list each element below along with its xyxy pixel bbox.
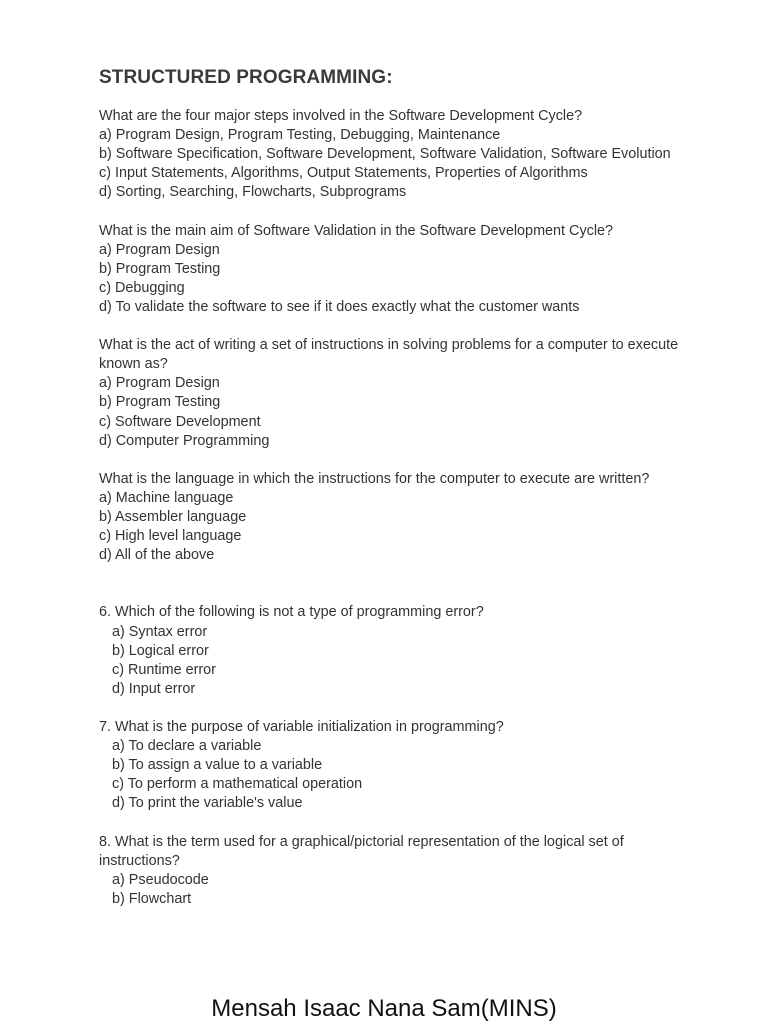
option-b: b) Software Specification, Software Development, Software Validation, Software Evolution [99,146,671,163]
option-b: b) Program Testing [99,260,221,277]
option-a: a) Program Design [99,375,220,392]
option-b: b) Program Testing [99,394,221,411]
option-a: a) Program Design [99,241,220,258]
option-b: b) Logical error [112,642,209,659]
option-c: c) Runtime error [112,661,216,678]
spacer [99,317,679,336]
option-b: b) Assembler language [99,508,247,525]
question-1 [99,107,679,202]
option-d: d) To print the variable's value [112,795,303,812]
question-4 [99,470,679,565]
option-a: a) To declare a variable [112,738,262,755]
question-text: 8. What is the term used for a graphical/pictorial representation of the logical set of instructions? [99,833,628,869]
spacer [99,565,679,603]
question-2 [99,222,679,317]
option-d: d) To validate the software to see if it does exactly what the customer wants [99,298,580,315]
document-page [99,64,683,909]
question-3 [99,336,683,451]
question-text: What is the language in which the instructions for the computer to execute are written? [99,470,650,487]
question-8 [99,833,679,909]
option-b: b) To assign a value to a variable [112,757,323,774]
option-c: c) Input Statements, Algorithms, Output Statements, Properties of Algorithms [99,165,588,182]
option-c: c) To perform a mathematical operation [112,776,363,793]
option-a: a) Syntax error [112,623,208,640]
option-d: d) Computer Programming [99,432,270,449]
option-b: b) Flowchart [112,890,192,907]
option-a: a) Pseudocode [112,871,209,888]
option-a: a) Machine language [99,489,234,506]
question-text: What are the four major steps involved in the Software Development Cycle? [99,108,583,124]
question-text: 6. Which of the following is not a type of programming error? [99,604,484,621]
option-a: a) Program Design, Program Testing, Debugging, Maintenance [99,127,501,144]
question-7 [99,718,679,813]
spacer [99,813,679,832]
question-text: 7. What is the purpose of variable initialization in programming? [99,719,504,735]
footer-author: Mensah Isaac Nana Sam(MINS) [211,995,557,1022]
question-text: What is the main aim of Software Validation in the Software Development Cycle? [99,222,614,239]
option-c: c) High level language [99,528,242,545]
question-6 [99,603,679,698]
spacer [99,202,679,221]
spacer [99,699,679,718]
option-d: d) Sorting, Searching, Flowcharts, Subprograms [99,184,407,201]
question-text: What is the act of writing a set of instructions in solving problems for a computer to execute known as? [99,337,683,373]
spacer [99,451,679,470]
option-d: d) Input error [112,680,196,697]
option-d: d) All of the above [99,547,215,564]
document-title: STRUCTURED PROGRAMMING: [99,67,393,88]
option-c: c) Software Development [99,413,261,430]
option-c: c) Debugging [99,279,185,296]
